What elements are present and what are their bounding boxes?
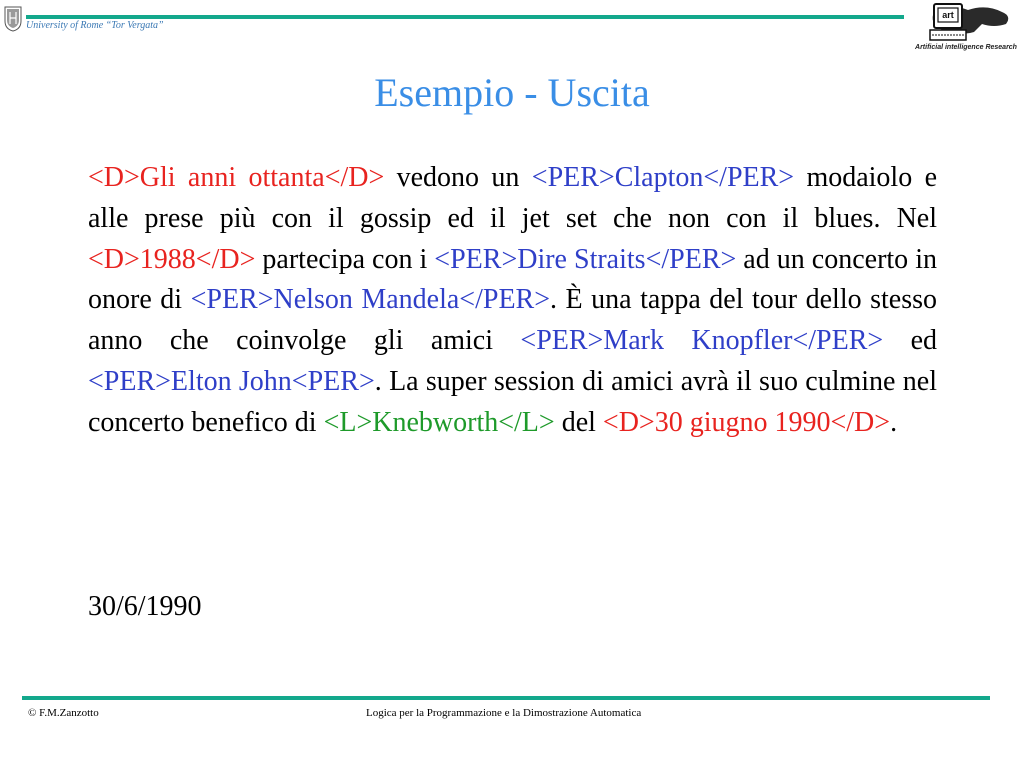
entity-tag-blue: <PER>Mark Knopfler</PER> <box>520 325 884 357</box>
paragraph-text: vedono un <box>384 162 532 193</box>
footer-course-title: Logica per la Programmazione e la Dimostrazione Automatica <box>366 707 642 719</box>
normalized-date-output: 30/6/1990 <box>88 591 202 622</box>
paragraph-text: . <box>890 406 898 438</box>
paragraph-text: ad un concerto in onore di <box>88 243 937 316</box>
entity-tag-blue: <PER>Clapton</PER> <box>531 162 795 193</box>
paragraph-text: . È una tappa del tour dello stesso anno che coinvolge gli amici <box>88 284 938 357</box>
paragraph-text: ed <box>883 325 937 357</box>
entity-tag-green: <L>Knebworth</L> <box>323 406 555 438</box>
paragraph-text: . La super session di amici avrà il suo culmine nel concerto benefico di <box>88 365 937 438</box>
entity-tag-blue: <PER>Dire Straits</PER> <box>434 243 737 275</box>
art-computer-logo-icon <box>912 2 1020 60</box>
art-logo-caption: Artificial intelligence Research <box>915 44 1017 51</box>
bottom-divider <box>22 696 990 700</box>
slide-title: Esempio - Uscita <box>374 70 650 115</box>
footer-author: © F.M.Zanzotto <box>28 707 99 719</box>
entity-tag-red: <D>30 giugno 1990</D> <box>602 406 891 438</box>
university-crest-icon <box>4 6 22 32</box>
entity-tag-blue: <PER>Elton John<PER> <box>88 365 375 397</box>
entity-tag-red: <D>Gli anni ottanta</D> <box>88 162 385 193</box>
top-divider <box>26 15 904 19</box>
university-name: University of Rome “Tor Vergata” <box>26 20 164 31</box>
paragraph-text: del <box>554 406 603 438</box>
entity-tag-blue: <PER>Nelson Mandela</PER> <box>190 284 551 316</box>
paragraph-text: partecipa con i <box>255 243 435 275</box>
art-logo-screen-text: art <box>942 10 954 20</box>
entity-tag-red: <D>1988</D> <box>88 243 256 275</box>
paragraph-text: modaiolo e alle prese più con il gossip ed il jet set che non con il blues. Nel <box>88 162 937 234</box>
annotated-paragraph <box>88 158 937 444</box>
